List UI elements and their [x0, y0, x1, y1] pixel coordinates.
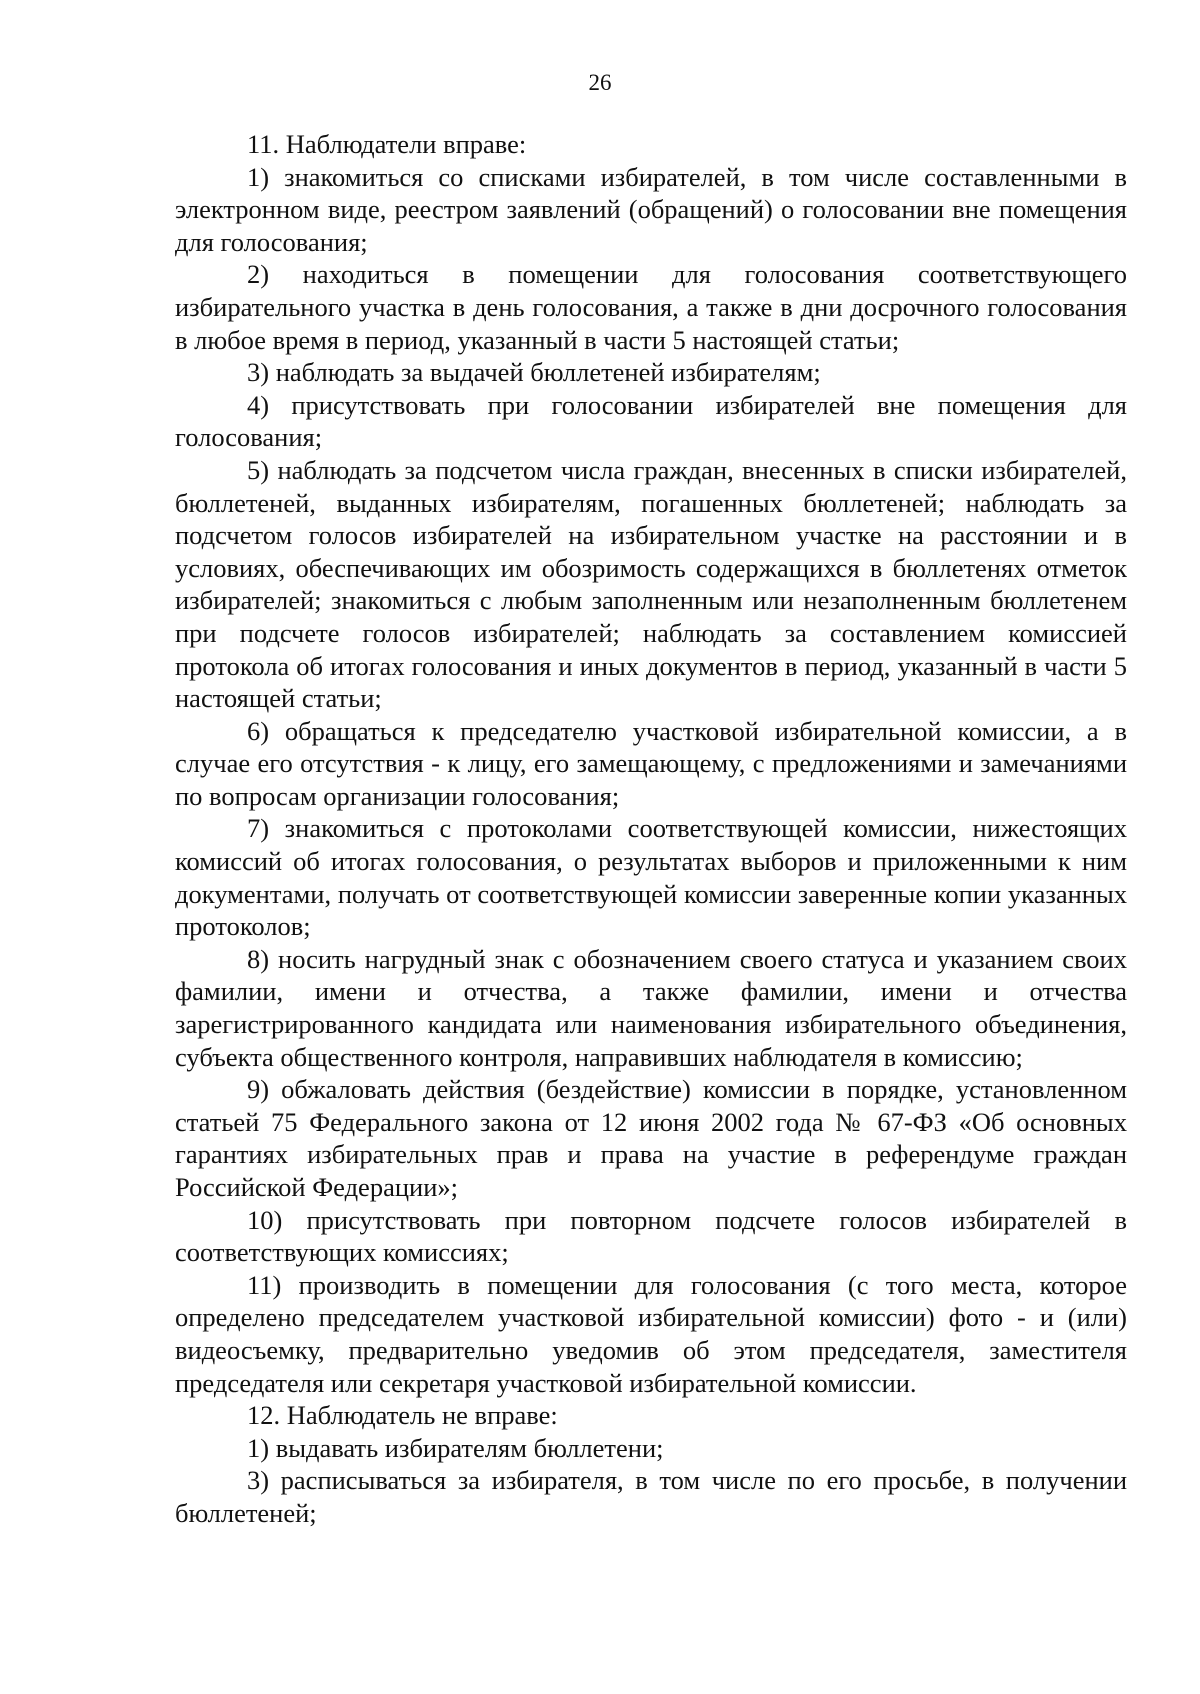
paragraph-11-item-10: 10) присутствовать при повторном подсчете голосов избирателей в соответствующих комиссиях; — [175, 1204, 1127, 1268]
paragraph-11-item-3: 3) наблюдать за выдачей бюллетеней избирателям; — [247, 357, 821, 388]
document-body — [175, 128, 1127, 1530]
paragraph-12-item-1: 1) выдавать избирателям бюллетени; — [247, 1432, 664, 1463]
paragraph-11-item-2: 2) находиться в помещении для голосования соответствующего избирательного участка в день голосования, а также в дни досрочного голосования в любое время в период, указанный в части 5 настоящей статьи; — [175, 259, 1127, 355]
page-number: 26 — [588, 70, 612, 95]
paragraph-11-heading: 11. Наблюдатели вправе: — [247, 129, 527, 159]
paragraph-11-item-4: 4) присутствовать при голосовании избирателей вне помещения для голосования; — [175, 389, 1127, 453]
paragraph-12-heading: 12. Наблюдатель не вправе: — [247, 1400, 558, 1431]
paragraph-11-item-9: 9) обжаловать действия (бездействие) комиссии в порядке, установленном статьей 75 Федерального закона от 12 июня 2002 года № 67-ФЗ «Об основных гарантиях избирательных прав и права на участие в референдуме граждан Российской Федерации»; — [175, 1074, 1127, 1202]
paragraph-11-item-6: 6) обращаться к председателю участковой избирательной комиссии, а в случае его отсутствия - к лицу, его замещающему, с предложениями и замечаниями по вопросам организации голосования; — [175, 715, 1127, 811]
paragraph-11-item-5: 5) наблюдать за подсчетом числа граждан, внесенных в списки избирателей, бюллетеней, выданных избирателям, погашенных бюллетеней; наблюдать за подсчетом голосов избирателей на избирательном участке на расстоянии и в условиях, обеспечивающих им обозримость содержащихся в бюллетенях отметок избирателей; знакомиться с любым заполненным или незаполненным бюллетенем при подсчете голосов избирателей; наблюдать за составлением комиссией протокола об итогах голосования и иных документов в период, указанный в части 5 настоящей статьи; — [175, 454, 1127, 714]
paragraph-11-item-8: 8) носить нагрудный знак с обозначением своего статуса и указанием своих фамилии, имени и отчества, а также фамилии, имени и отчества зарегистрированного кандидата или наименования избирательного объединения, субъекта общественного контроля, направивших наблюдателя в комиссию; — [175, 943, 1127, 1072]
paragraph-11-item-1: 1) знакомиться со списками избирателей, в том числе составленными в электронном виде, реестром заявлений (обращений) о голосовании вне помещения для голосования; — [175, 161, 1127, 257]
paragraph-11-item-11: 11) производить в помещении для голосования (с того места, которое определено председателем участковой избирательной комиссии) фото - и (или) видеосъемку, предварительно уведомив об этом председателя, заместителя председателя или секретаря участковой избирательной комиссии. — [175, 1269, 1127, 1398]
paragraph-11-item-7: 7) знакомиться с протоколами соответствующей комиссии, нижестоящих комиссий об итогах голосования, о результатах выборов и приложенными к ним документами, получать от соответствующей комиссии заверенные копии указанных протоколов; — [175, 813, 1127, 942]
paragraph-12-item-3: 3) расписываться за избирателя, в том числе по его просьбе, в получении бюллетеней; — [175, 1465, 1127, 1528]
